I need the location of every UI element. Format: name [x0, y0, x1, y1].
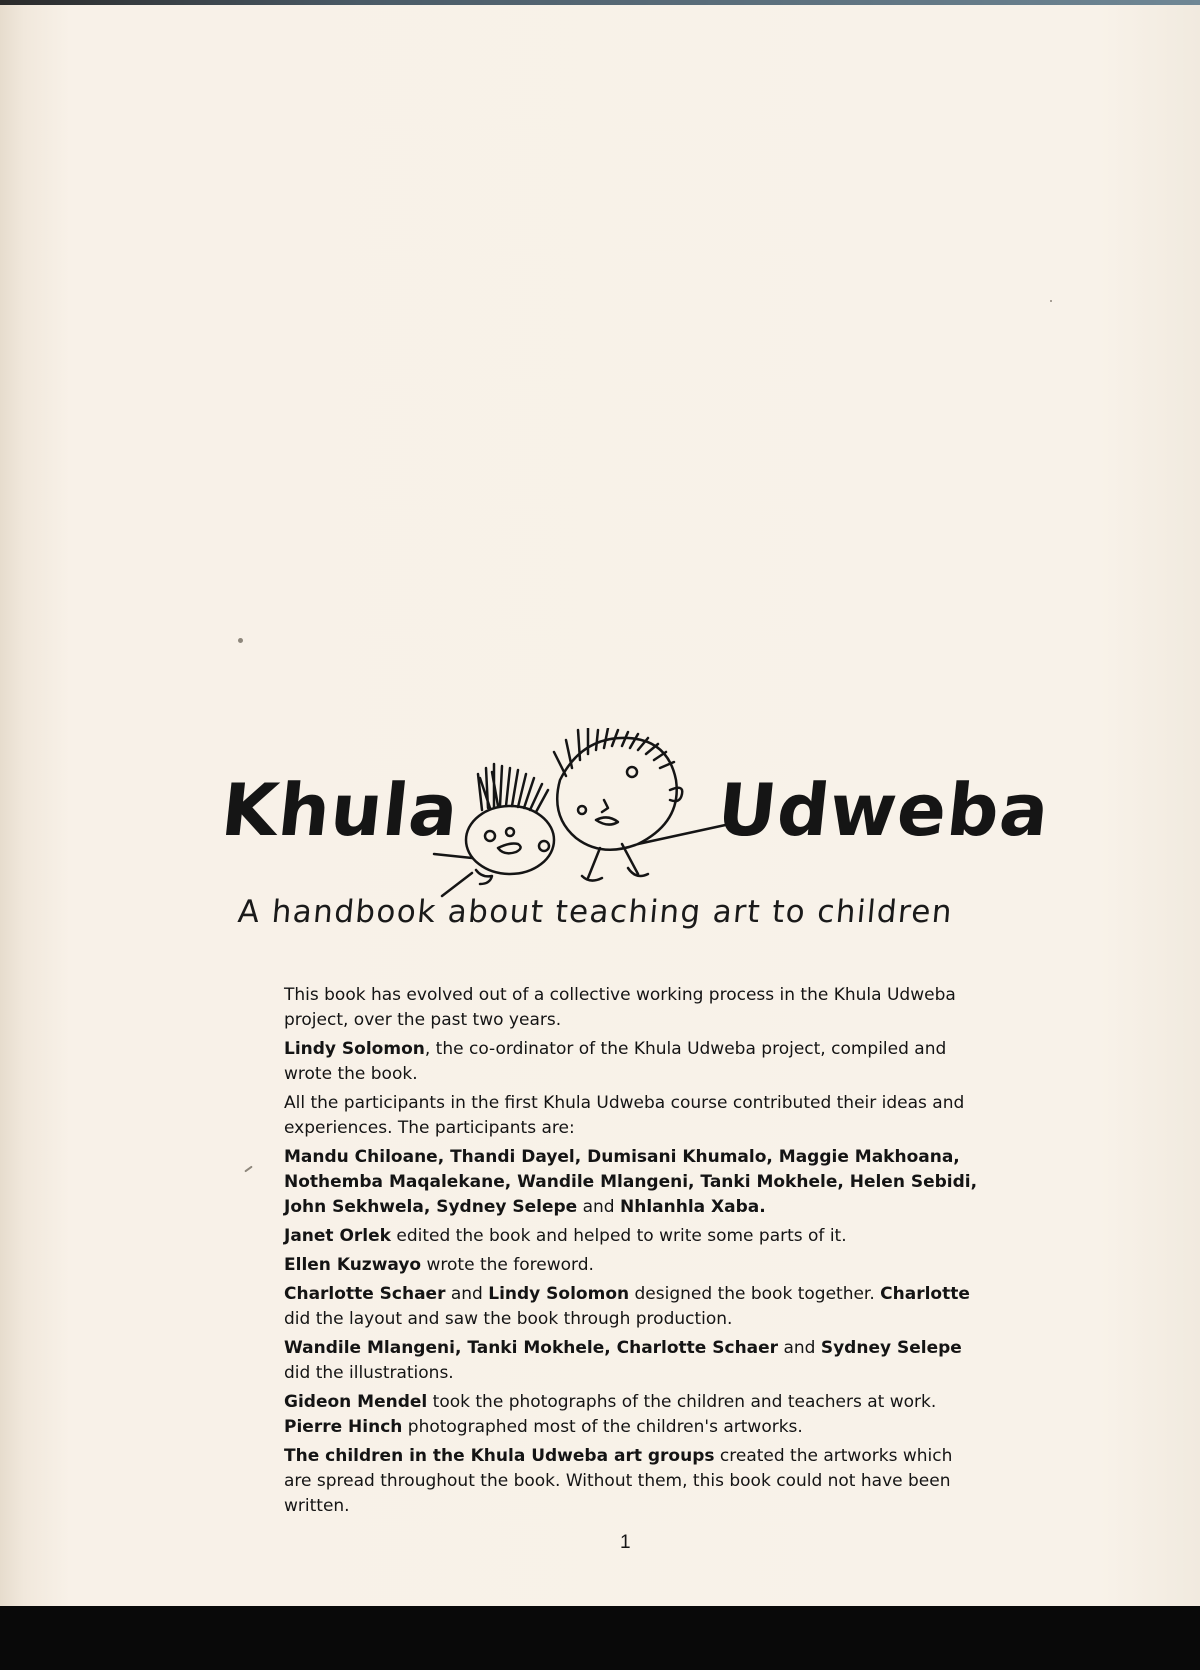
page-top-edge: [0, 0, 1200, 5]
title-khula: Khula: [217, 768, 463, 852]
credit-name: Charlotte Schaer: [284, 1284, 446, 1304]
credit-name: Janet Orlek: [284, 1226, 391, 1246]
credit-name: Ellen Kuzwayo: [284, 1255, 422, 1275]
credit-text: created the artworks which are spread throughout the book. Without them, this book could not have been written.: [284, 1446, 953, 1516]
credits-paragraph-8: [284, 1336, 984, 1386]
credit-name: Gideon Mendel: [284, 1392, 428, 1412]
credits-paragraph-9: [284, 1390, 984, 1440]
credit-name: Lindy Solomon: [284, 1039, 425, 1059]
credits-paragraph-5: [284, 1224, 984, 1249]
credit-text: and: [445, 1284, 489, 1304]
credits-text: [284, 983, 984, 1523]
illustrator-names: Wandile Mlangeni, Tanki Mokhele, Charlotte Schaer: [284, 1338, 779, 1358]
credits-paragraph-7: [284, 1282, 984, 1332]
credit-name: Pierre Hinch: [284, 1417, 403, 1437]
page-number: 1: [620, 1532, 631, 1553]
credit-text: took the photographs of the children and teachers at work.: [427, 1392, 937, 1412]
credit-text: and: [577, 1197, 620, 1217]
credit-text: wrote the foreword.: [421, 1255, 594, 1275]
dust-speck: [1050, 300, 1052, 302]
credit-text: designed the book together.: [629, 1284, 881, 1304]
credit-text: edited the book and helped to write some parts of it.: [390, 1226, 847, 1246]
credits-paragraph-6: [284, 1253, 984, 1278]
credit-text: photographed most of the children's artworks.: [402, 1417, 803, 1437]
credit-text: , the co-ordinator of the Khula Udweba project, compiled and wrote the book.: [284, 1039, 947, 1084]
title-udweba: Udweba: [713, 768, 1054, 852]
participant-names: Mandu Chiloane, Thandi Dayel, Dumisani Khumalo, Maggie Makhoana, Nothemba Maqalekane, Wandile Mlangeni, Tanki Mokhele, Helen Sebidi, John Sekhwela, Sydney Selepe: [284, 1147, 978, 1217]
credit-text: and: [778, 1338, 821, 1358]
credit-name: Sydney Selepe: [820, 1338, 962, 1358]
participant-name-last: Nhlanhla Xaba.: [619, 1197, 766, 1217]
credit-name: Lindy Solomon: [488, 1284, 630, 1304]
credit-text: did the layout and saw the book through production.: [284, 1309, 733, 1329]
pencil-mark: [244, 1166, 253, 1173]
children-faces-illustration: [432, 728, 732, 903]
credit-text: did the illustrations.: [284, 1363, 454, 1383]
credit-name: The children in the Khula Udweba art groups: [284, 1446, 715, 1466]
credits-paragraph-10: [284, 1444, 984, 1519]
scan-bottom-border: [0, 1606, 1200, 1670]
credit-name: Charlotte: [880, 1284, 970, 1304]
dust-speck: [238, 638, 243, 643]
credits-paragraph-4: [284, 1145, 984, 1220]
credits-paragraph-2: [284, 1037, 984, 1087]
credits-paragraph-1: This book has evolved out of a collective working process in the Khula Udweba project, over the past two years.: [284, 985, 956, 1030]
credits-paragraph-3: All the participants in the first Khula Udweba course contributed their ideas and experiences. The participants are:: [284, 1093, 965, 1138]
subtitle: A handbook about teaching art to children: [236, 894, 955, 930]
